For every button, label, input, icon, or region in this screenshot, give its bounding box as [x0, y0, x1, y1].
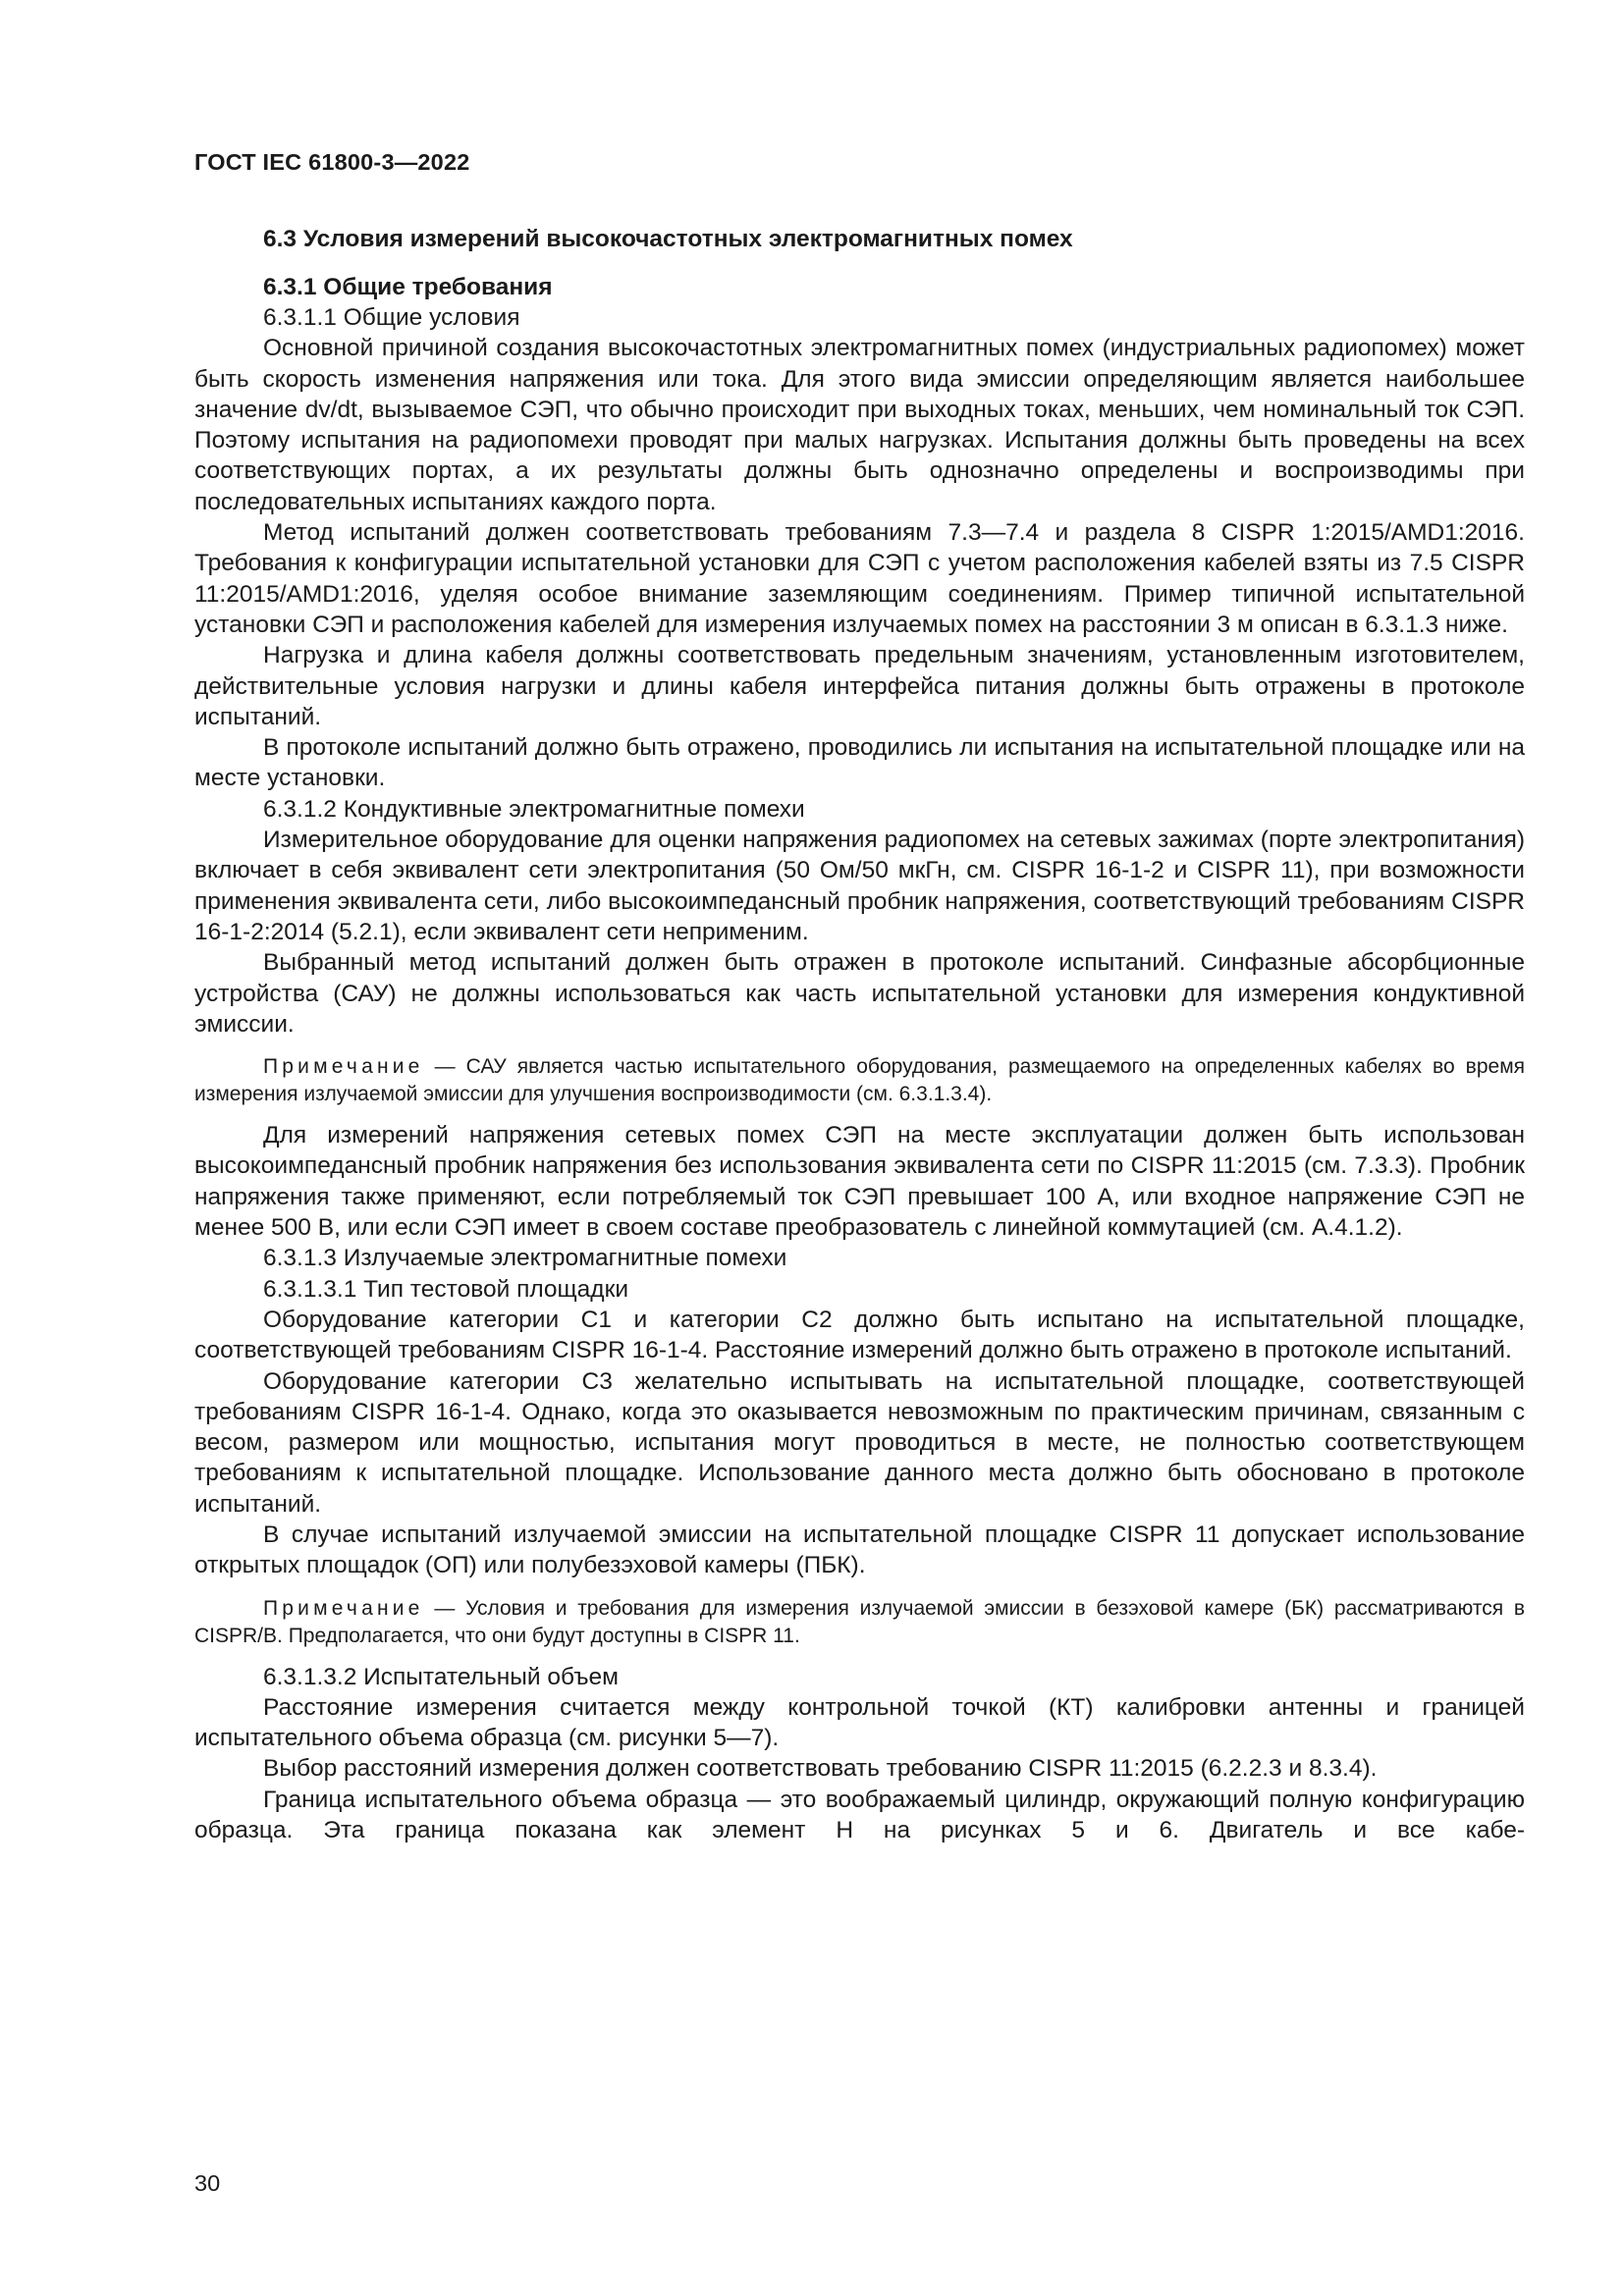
subsection-6-3-1-3-1: 6.3.1.3.1 Тип тестовой площадки [263, 1275, 629, 1303]
paragraph: Выбор расстояний измерения должен соответствовать требованию CISPR 11:2015 (6.2.2.3 и 8.3.4). [263, 1755, 1378, 1783]
subsection-6-3-1-3: 6.3.1.3 Излучаемые электромагнитные помехи [263, 1245, 787, 1272]
document-body [194, 224, 1525, 1845]
paragraph: В протоколе испытаний должно быть отражено, проводились ли испытания на испытательной площадке или на месте установки. [194, 734, 1525, 792]
paragraph: Оборудование категории С3 желательно испытывать на испытательной площадке, соответствующей требованиям CISPR 16-1-4. Однако, когда это оказывается невозможным по практическим причинам, связанным с весом, размером или мощностью, испытания могут проводиться в месте, не полностью соответствующем требованиям к испытательной площадке. Использование данного места должно быть обосновано в протоколе испытаний. [194, 1367, 1525, 1518]
document-header: ГОСТ IEC 61800-3—2022 [194, 149, 470, 175]
note-1 [194, 1053, 1525, 1108]
note-2 [194, 1595, 1525, 1650]
paragraph: Для измерений напряжения сетевых помех СЭП на месте эксплуатации должен быть использован высокоимпедансный пробник напряжения без использования эквивалента сети по CISPR 11:2015 (см. 7.3.3). Пробник напряжения также применяют, если потребляемый ток СЭП превышает 100 А, или входное напряжение СЭП не менее 500 В, или если СЭП имеет в своем составе преобразователь с линейной коммутацией (см. А.4.1.2). [194, 1122, 1525, 1242]
paragraph: Выбранный метод испытаний должен быть отражен в протоколе испытаний. Синфазные абсорбционные устройства (САУ) не должны использоваться как часть испытательной установки для измерения кондуктивной эмиссии. [194, 949, 1525, 1038]
note-label: Примечание [263, 1055, 424, 1079]
note-text: — Условия и требования для измерения излучаемой эмиссии в безэховой камере (БК) рассматриваются в CISPR/B. Предполагается, что они будут доступны в CISPR 11. [194, 1596, 1525, 1647]
note-label: Примечание [263, 1596, 424, 1620]
section-title-6-3-1: 6.3.1 Общие требования [263, 274, 553, 300]
subsection-6-3-1-3-2: 6.3.1.3.2 Испытательный объем [263, 1663, 620, 1690]
paragraph: Оборудование категории С1 и категории С2 должно быть испытано на испытательной площадке, соответствующей требованиям CISPR 16-1-4. Расстояние измерений должно быть отражено в протоколе испытаний. [194, 1306, 1525, 1364]
note-text: — САУ является частью испытательного оборудования, размещаемого на определенных кабелях во время измерения излучаемой эмиссии для улучшения воспроизводимости (см. 6.3.1.3.4). [194, 1055, 1525, 1106]
subsection-6-3-1-2: 6.3.1.2 Кондуктивные электромагнитные помехи [263, 795, 805, 823]
paragraph: Граница испытательного объема образца — это воображаемый цилиндр, окружающий полную конфигурацию образца. Эта граница показана как элемент Н на рисунках 5 и 6. Двигатель и все кабе- [194, 1786, 1525, 1844]
section-title-6-3: 6.3 Условия измерений высокочастотных электромагнитных помех [263, 226, 1073, 252]
page-number: 30 [194, 2170, 221, 2196]
paragraph: В случае испытаний излучаемой эмиссии на испытательной площадке CISPR 11 допускает использование открытых площадок (ОП) или полубезэховой камеры (ПБК). [194, 1521, 1525, 1579]
paragraph: Нагрузка и длина кабеля должны соответствовать предельным значениям, установленным изготовителем, действительные условия нагрузки и длины кабеля интерфейса питания должны быть отражены в протоколе испытаний. [194, 642, 1525, 730]
paragraph: Основной причиной создания высокочастотных электромагнитных помех (индустриальных радиопомех) может быть скорость изменения напряжения или тока. Для этого вида эмиссии определяющим является наибольшее значение dv/dt, вызываемое СЭП, что обычно происходит при выходных токах, меньших, чем номинальный ток СЭП. Поэтому испытания на радиопомехи проводят при малых нагрузках. Испытания должны быть проведены на всех соответствующих портах, а их результаты должны быть однозначно определены и воспроизводимы при последовательных испытаниях каждого порта. [194, 335, 1525, 515]
paragraph: Метод испытаний должен соответствовать требованиям 7.3—7.4 и раздела 8 CISPR 1:2015/AMD1:2016. Требования к конфигурации испытательной установки для СЭП с учетом расположения кабелей взяты из 7.5 CISPR 11:2015/AMD1:2016, уделяя особое внимание заземляющим соединениям. Пример типичной испытательной установки СЭП и расположения кабелей для измерения излучаемых помех на расстоянии 3 м описан в 6.3.1.3 ниже. [194, 519, 1525, 638]
paragraph: Измерительное оборудование для оценки напряжения радиопомех на сетевых зажимах (порте электропитания) включает в себя эквивалент сети электропитания (50 Ом/50 мкГн, см. CISPR 16-1-2 и CISPR 11), при возможности применения эквивалента сети, либо высокоимпедансный пробник напряжения, соответствующий требованиям CISPR 16-1-2:2014 (5.2.1), если эквивалент сети неприменим. [194, 827, 1525, 945]
paragraph: Расстояние измерения считается между контрольной точкой (КТ) калибровки антенны и границей испытательного объема образца (см. рисунки 5—7). [194, 1693, 1525, 1752]
subsection-6-3-1-1: 6.3.1.1 Общие условия [263, 304, 520, 331]
